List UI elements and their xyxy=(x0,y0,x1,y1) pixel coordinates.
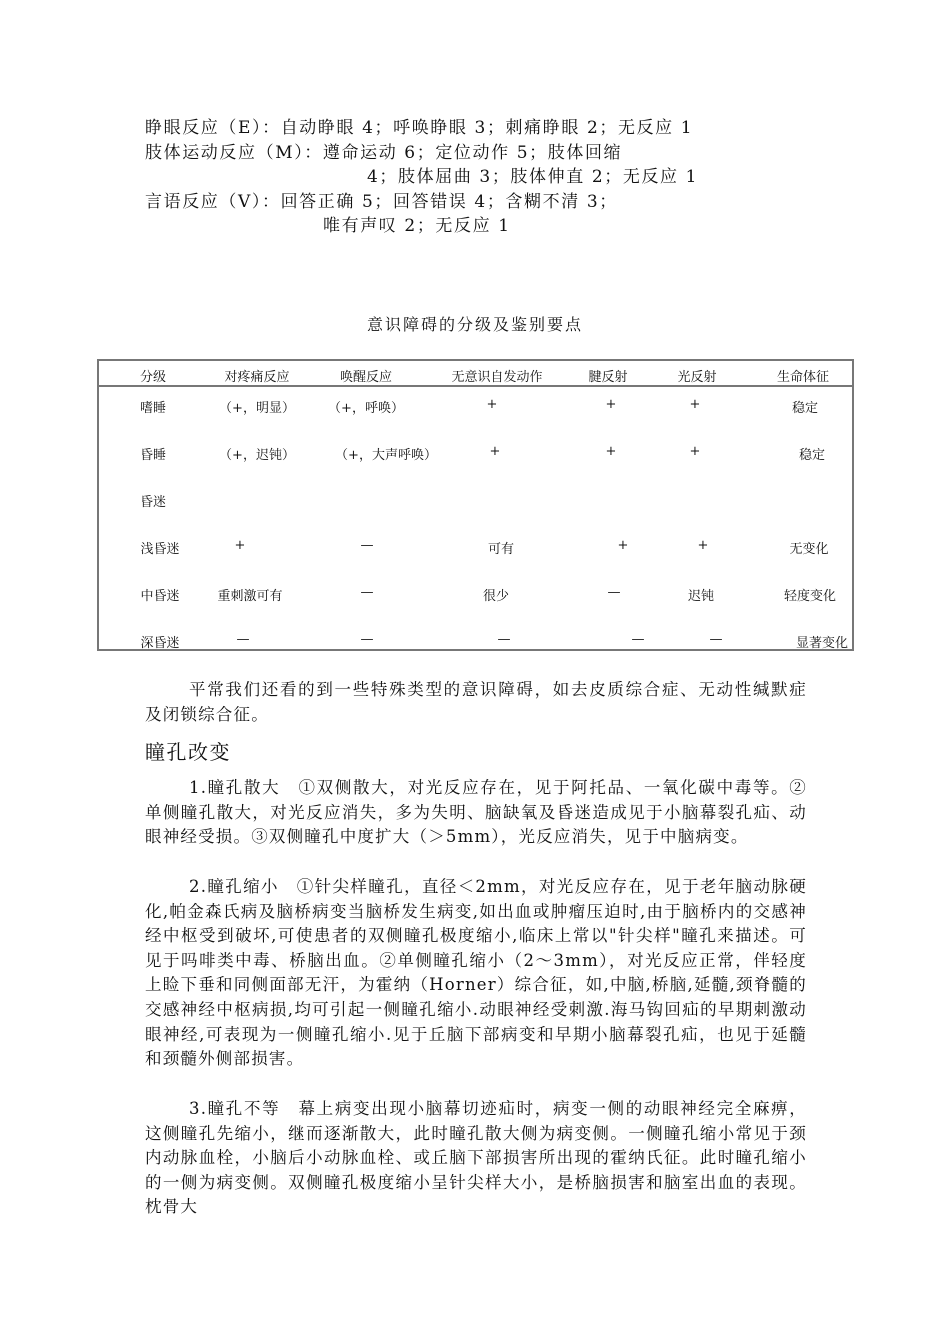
table-cell: 可有 xyxy=(487,542,515,557)
consciousness-table xyxy=(97,359,854,651)
header-cell: 光反射 xyxy=(677,370,717,385)
table-cell: 无变化 xyxy=(789,542,829,557)
paragraph-pupil-constriction: 2.瞳孔缩小 ①针尖样瞳孔，直径＜2mm，对光反应存在，见于老年脑动脉硬化,帕金森氏病及脑桥病变当脑桥发生病变,如出血或肿瘤压迫时,由于脑桥内的交感神经中枢受到破坏,可使患者的双侧瞳孔极度缩小,临床上常以"针尖样"瞳孔来描述。可见于吗啡类中毒、桥脑出血。②单侧瞳孔缩小（2～3mm），对光反应正常，伴轻度上睑下垂和同侧面部无汗，为霍纳（Horner）综合征，如,中脑,桥脑,延髓,颈脊髓的交感神经中枢病损,均可引起一侧瞳孔缩小.动眼神经受刺激.海马钩回疝的早期刺激动眼神经,可表现为一侧瞳孔缩小.见于丘脑下部病变和早期小脑幕裂孔疝，也见于延髓和颈髓外侧部损害。 xyxy=(145,877,807,1069)
table-cell: — xyxy=(360,632,374,647)
table-cell: 嗜睡 xyxy=(139,401,167,416)
table-cell: （+，呼唤） xyxy=(328,401,404,416)
table-cell: — xyxy=(360,585,374,600)
gcs-motor-response: 肢体运动反应（M）：遵命运动 6；定位动作 5；肢体回缩 xyxy=(145,142,623,163)
header-cell: 生命体征 xyxy=(776,370,830,385)
table-cell: 迟钝 xyxy=(687,589,715,604)
table-cell: （+，明显） xyxy=(219,401,295,416)
table-cell: — xyxy=(631,632,645,647)
table-cell: （+，迟钝） xyxy=(219,448,295,463)
table-cell: 稳定 xyxy=(798,448,826,463)
table-cell: + xyxy=(697,538,709,553)
table-cell: 昏睡 xyxy=(139,448,167,463)
paragraph-special-types: 平常我们还看的到一些特殊类型的意识障碍，如去皮质综合症、无动性缄默症及闭锁综合征。 xyxy=(145,680,807,724)
table-cell: 很少 xyxy=(482,589,510,604)
header-cell: 分级 xyxy=(139,370,167,385)
table-cell: — xyxy=(360,538,374,553)
table-cell: — xyxy=(709,632,723,647)
table-cell: + xyxy=(605,444,617,459)
header-cell: 唤醒反应 xyxy=(339,370,393,385)
table-cell: 深昏迷 xyxy=(140,636,180,651)
header-cell: 无意识自发动作 xyxy=(451,370,543,385)
table-cell: + xyxy=(234,538,246,553)
table-cell: 中昏迷 xyxy=(140,589,180,604)
table-cell: — xyxy=(236,632,250,647)
gcs-motor-response-cont: 4；肢体屈曲 3；肢体伸直 2；无反应 1 xyxy=(367,167,699,187)
table-header xyxy=(99,361,852,387)
table-cell: + xyxy=(489,444,501,459)
table-title: 意识障碍的分级及鉴别要点 xyxy=(366,315,583,334)
paragraph-pupil-dilation: 1.瞳孔散大 ①双侧散大，对光反应存在，见于阿托品、一氧化碳中毒等。②单侧瞳孔散大，对光反应消失，多为失明、脑缺氧及昏迷造成见于小脑幕裂孔疝、动眼神经受损。③双侧瞳孔中度扩大（＞5mm），光反应消失，见于中脑病变。 xyxy=(145,778,807,847)
section-heading: 瞳孔改变 xyxy=(145,740,231,764)
table-cell: + xyxy=(605,397,617,412)
table-cell: （+，大声呼唤） xyxy=(335,448,437,463)
table-cell: + xyxy=(617,538,629,553)
gcs-scale xyxy=(145,116,698,239)
table-cell: 昏迷 xyxy=(139,495,167,510)
table-cell: 重刺激可有 xyxy=(217,589,283,604)
paragraph-pupil-inequality: 3.瞳孔不等 幕上病变出现小脑幕切迹疝时，病变一侧的动眼神经完全麻痹，这侧瞳孔先缩小，继而逐渐散大，此时瞳孔散大侧为病变侧。一侧瞳孔缩小常见于颈内动脉血栓，小脑后小动脉血栓、或丘脑下部损害所出现的霍纳氏征。此时瞳孔缩小的一侧为病变侧。双侧瞳孔极度缩小呈针尖样大小，是桥脑损害和脑室出血的表现。枕骨大 xyxy=(145,1099,807,1217)
table-cell: + xyxy=(486,397,498,412)
gcs-verbal-response: 言语反应（V）：回答正确 5；回答错误 4；含糊不清 3； xyxy=(145,191,618,212)
gcs-verbal-response-cont: 唯有声叹 2；无反应 1 xyxy=(323,216,511,236)
table-cell: 浅昏迷 xyxy=(140,542,180,557)
table-cell: + xyxy=(689,444,701,459)
table-cell: 稳定 xyxy=(791,401,819,416)
table-cell: 轻度变化 xyxy=(783,589,837,604)
header-cell: 对疼痛反应 xyxy=(224,370,290,385)
table-cell: — xyxy=(607,585,621,600)
table-cell: 显著变化 xyxy=(795,636,849,651)
header-cell: 腱反射 xyxy=(588,370,628,385)
table-cell: — xyxy=(497,632,511,647)
gcs-eye-response: 睁眼反应（E）：自动睁眼 4；呼唤睁眼 3；刺痛睁眼 2；无反应 1 xyxy=(145,118,694,138)
table-cell: + xyxy=(689,397,701,412)
